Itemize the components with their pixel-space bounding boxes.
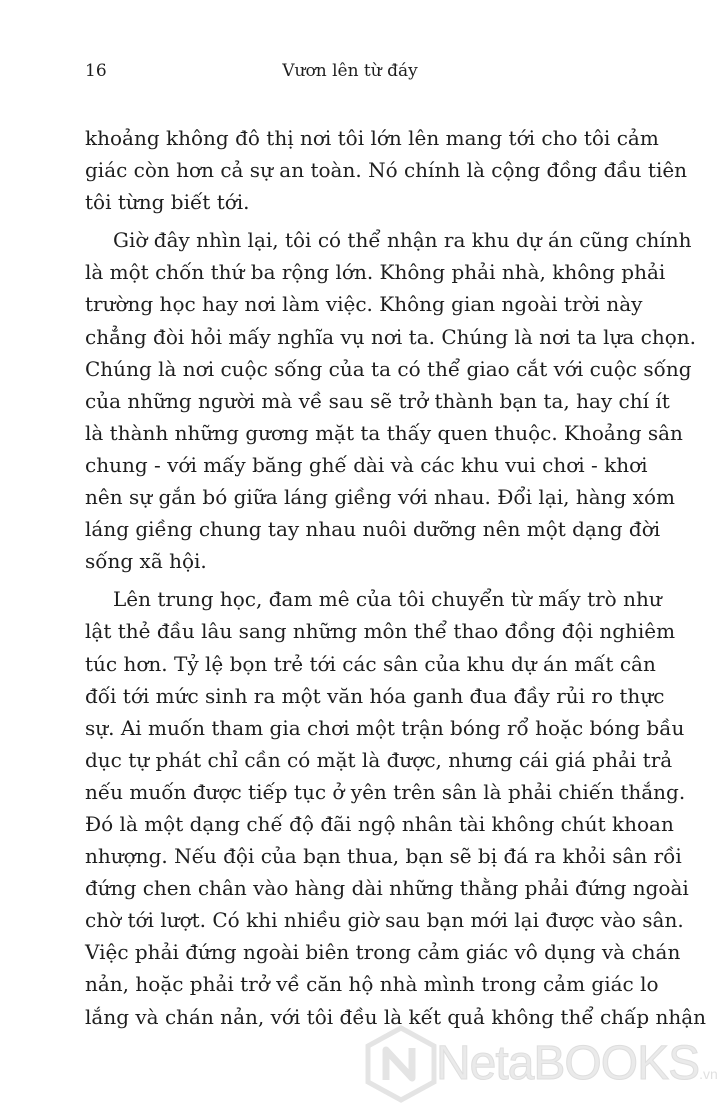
text-line: nản, hoặc phải trở về căn hộ nhà mình trong cảm giác lo (85, 972, 659, 997)
netabooks-watermark (362, 1024, 718, 1104)
paragraph-1 (85, 122, 688, 218)
body-text (85, 122, 707, 1033)
text-line: tôi từng biết tới. (85, 190, 250, 215)
text-line: sống xã hội. (85, 549, 207, 574)
text-line: chung - với mấy băng ghế dài và các khu vui chơi - khơi (85, 452, 648, 477)
text-line: trường học hay nơi làm việc. Không gian ngoài trời này (85, 292, 643, 317)
text-line: dục tự phát chỉ cần có mặt là được, nhưng cái giá phải trả (85, 747, 673, 772)
text-line: đối tới mức sinh ra một văn hóa ganh đua đầy rủi ro thực (85, 683, 665, 708)
text-line: lật thẻ đầu lâu sang những môn thể thao đồng đội nghiêm (85, 619, 676, 644)
text-line: Chúng là nơi cuộc sống của ta có thể giao cắt với cuộc sống (85, 356, 692, 381)
text-line: chờ tới lượt. Có khi nhiều giờ sau bạn mới lại được vào sân. (85, 908, 684, 933)
watermark-text (436, 1036, 718, 1102)
text-line: là một chốn thứ ba rộng lớn. Không phải nhà, không phải (85, 260, 666, 285)
watermark-brand: NetaBOOKS (436, 1037, 700, 1090)
running-title: Vươn lên từ đáy (282, 61, 418, 81)
paragraph-3 (85, 583, 707, 1032)
text-line: nên sự gắn bó giữa láng giềng với nhau. Đổi lại, hàng xóm (85, 485, 675, 510)
page-number: 16 (85, 61, 107, 81)
text-line: lắng và chán nản, với tôi đều là kết quả không thể chấp nhận (85, 1004, 707, 1029)
text-line: sự. Ai muốn tham gia chơi một trận bóng rổ hoặc bóng bầu (85, 715, 685, 740)
text-line: Giờ đây nhìn lại, tôi có thể nhận ra khu dự án cũng chính (113, 228, 692, 253)
text-line: đứng chen chân vào hàng dài những thằng phải đứng ngoài (85, 876, 689, 901)
text-line: túc hơn. Tỷ lệ bọn trẻ tới các sân của khu dự án mất cân (85, 651, 656, 676)
text-line: giác còn hơn cả sự an toàn. Nó chính là cộng đồng đầu tiên (85, 158, 688, 183)
text-line: nhượng. Nếu đội của bạn thua, bạn sẽ bị đá ra khỏi sân rồi (85, 844, 682, 869)
text-line: khoảng không đô thị nơi tôi lớn lên mang tới cho tôi cảm (85, 126, 659, 150)
text-line: láng giềng chung tay nhau nuôi dưỡng nên một dạng đời (85, 517, 661, 542)
paragraph-2 (85, 224, 697, 577)
watermark-suffix: .vn (699, 1066, 718, 1082)
page-header (85, 56, 615, 86)
text-line: Việc phải đứng ngoài biên trong cảm giác vô dụng và chán (85, 940, 681, 965)
netabooks-logo-icon (362, 1024, 440, 1104)
text-line: là thành những gương mặt ta thấy quen thuộc. Khoảng sân (85, 420, 683, 445)
text-line: Đó là một dạng chế độ đãi ngộ nhân tài không chút khoan (85, 811, 674, 836)
text-line: chẳng đòi hỏi mấy nghĩa vụ nơi ta. Chúng là nơi ta lựa chọn. (85, 324, 697, 349)
text-line: nếu muốn được tiếp tục ở yên trên sân là phải chiến thắng. (85, 779, 686, 804)
text-line: Lên trung học, đam mê của tôi chuyển từ mấy trò như (113, 587, 662, 612)
text-line: của những người mà về sau sẽ trở thành bạn ta, hay chí ít (85, 388, 670, 413)
